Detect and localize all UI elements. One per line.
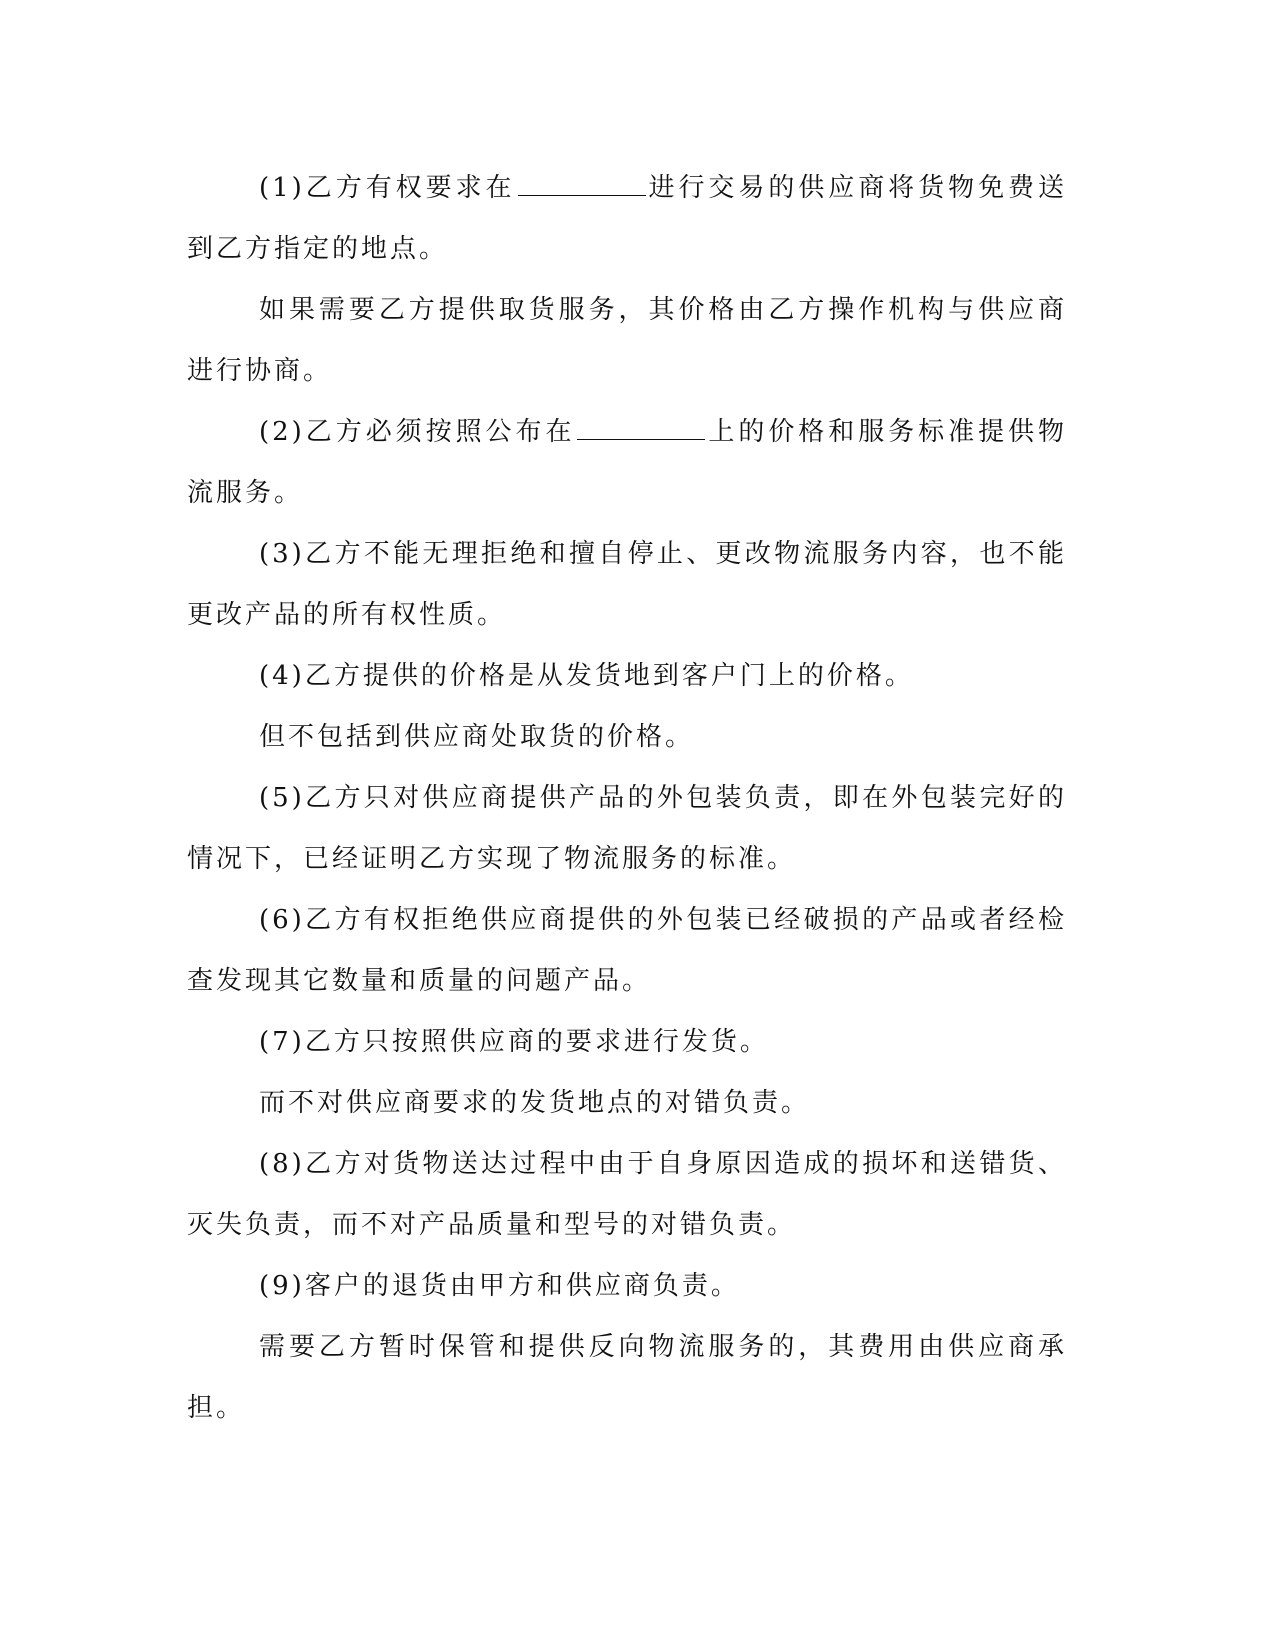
clause-1-text-start: (1)乙方有权要求在	[259, 173, 516, 203]
clause-4-note: 但不包括到供应商处取货的价格。	[259, 722, 695, 752]
clause-1-note: 如果需要乙方提供取货服务，其价格由乙方操作机构与供应商进行协商。	[187, 295, 1067, 386]
clause-2-text-start: (2)乙方必须按照公布在	[259, 417, 576, 447]
clause-6: (6)乙方有权拒绝供应商提供的外包装已经破损的产品或者经检查发现其它数量和质量的问题产品。	[187, 905, 1067, 996]
clause-8: (8)乙方对货物送达过程中由于自身原因造成的损坏和送错货、灭失负责，而不对产品质量和型号的对错负责。	[187, 1149, 1067, 1240]
clause-2-text-end: 上的价格和服务标准提供物流服务。	[187, 417, 1067, 508]
clause-4: (4)乙方提供的价格是从发货地到客户门上的价格。	[259, 661, 914, 691]
clause-7: (7)乙方只按照供应商的要求进行发货。	[259, 1027, 769, 1057]
clause-9: (9)客户的退货由甲方和供应商负责。	[259, 1271, 740, 1301]
clause-2	[187, 402, 1067, 524]
clause-7-note: 而不对供应商要求的发货地点的对错负责。	[259, 1088, 811, 1118]
blank-field-1	[518, 173, 646, 196]
clause-1	[187, 158, 1067, 280]
document-body	[187, 158, 1067, 1439]
clause-5: (5)乙方只对供应商提供产品的外包装负责，即在外包装完好的情况下，已经证明乙方实现了物流服务的标准。	[187, 783, 1067, 874]
clause-9-note: 需要乙方暂时保管和提供反向物流服务的，其费用由供应商承担。	[187, 1332, 1067, 1423]
clause-1-text-end: 进行交易的供应商将货物免费送到乙方指定的地点。	[187, 173, 1067, 264]
blank-field-2	[577, 417, 705, 440]
clause-3: (3)乙方不能无理拒绝和擅自停止、更改物流服务内容，也不能更改产品的所有权性质。	[187, 539, 1067, 630]
